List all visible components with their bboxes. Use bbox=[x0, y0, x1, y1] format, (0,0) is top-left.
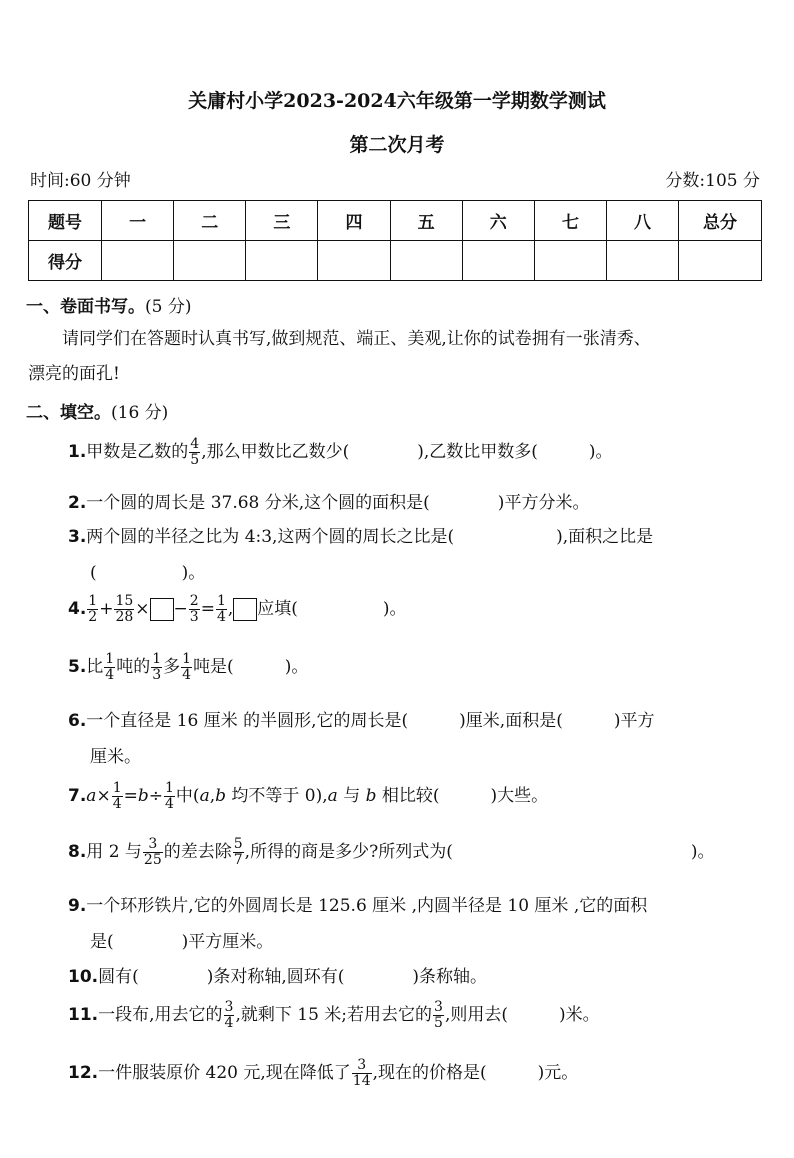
numerator: 5 bbox=[233, 836, 243, 852]
score-header-cell: 七 bbox=[534, 201, 606, 241]
fraction bbox=[112, 781, 123, 812]
question-number: 9. bbox=[68, 896, 87, 916]
minus-sign: − bbox=[173, 599, 188, 619]
score-header-cell: 三 bbox=[246, 201, 318, 241]
question-text: 一件服装原价 420 元,现在降低了 bbox=[98, 1063, 351, 1083]
numerator: 1 bbox=[112, 780, 122, 796]
variable-b: b bbox=[215, 786, 226, 806]
question-number: 8. bbox=[68, 842, 87, 862]
question-number: 6. bbox=[68, 711, 87, 731]
numerator: 1 bbox=[105, 651, 115, 667]
score-header-cell: 六 bbox=[462, 201, 534, 241]
question-3 bbox=[68, 522, 653, 547]
question-3-continuation: ( )。 bbox=[90, 563, 206, 583]
question-text: 圆有( )条对称轴,圆环有( )条称轴。 bbox=[98, 967, 488, 987]
question-10 bbox=[68, 962, 487, 987]
blank-box[interactable] bbox=[233, 598, 257, 621]
exam-title: 关庸村小学2023-2024六年级第一学期数学测试 bbox=[188, 90, 606, 112]
fraction bbox=[189, 437, 200, 468]
question-text: ,就剩下 15 米;若用去它的 bbox=[235, 1005, 433, 1025]
fraction bbox=[216, 594, 227, 625]
question-text: ,则用去( )米。 bbox=[444, 1005, 600, 1025]
question-6 bbox=[68, 706, 654, 731]
denominator: 4 bbox=[224, 1015, 234, 1031]
question-text: 用 2 与 bbox=[86, 842, 142, 862]
variable-a: a bbox=[199, 786, 210, 806]
fraction bbox=[433, 1000, 444, 1031]
question-number: 7. bbox=[68, 786, 87, 806]
question-text: 一个圆的周长是 37.68 分米,这个圆的面积是( )平方分米。 bbox=[86, 493, 590, 513]
score-row-label: 得分 bbox=[29, 241, 102, 281]
variable-b: b bbox=[365, 786, 377, 806]
score-cell[interactable] bbox=[174, 241, 246, 281]
section-1-title: 一、卷面书写。 bbox=[26, 297, 145, 317]
score-cell[interactable] bbox=[390, 241, 462, 281]
question-number: 10. bbox=[68, 967, 99, 987]
question-text: 甲数是乙数的 bbox=[86, 442, 189, 462]
question-2 bbox=[68, 488, 589, 513]
question-12 bbox=[68, 1058, 578, 1089]
numerator: 3 bbox=[143, 837, 163, 853]
question-6-continuation: 厘米。 bbox=[90, 747, 141, 767]
score-header-cell: 题号 bbox=[29, 201, 102, 241]
section-1-line-2: 漂亮的面孔! bbox=[28, 364, 120, 384]
question-1 bbox=[68, 437, 613, 468]
score-cell[interactable] bbox=[462, 241, 534, 281]
question-number: 4. bbox=[68, 599, 87, 619]
question-number: 3. bbox=[68, 527, 87, 547]
denominator: 3 bbox=[152, 667, 162, 683]
denominator: 7 bbox=[233, 852, 243, 868]
denominator: 4 bbox=[112, 796, 122, 812]
fraction bbox=[104, 652, 115, 683]
denominator: 5 bbox=[190, 452, 200, 468]
question-text: ,那么甲数比乙数少( ),乙数比甲数多( )。 bbox=[201, 442, 613, 462]
exam-subtitle: 第二次月考 bbox=[349, 134, 445, 156]
question-4 bbox=[68, 594, 407, 625]
score-cell[interactable] bbox=[246, 241, 318, 281]
question-text: 与 bbox=[337, 786, 366, 806]
question-text: 相比较( )大些。 bbox=[376, 786, 549, 806]
denominator: 4 bbox=[216, 609, 226, 625]
question-text: 一段布,用去它的 bbox=[98, 1005, 223, 1025]
section-2-points: (16 分) bbox=[111, 403, 169, 423]
numerator: 1 bbox=[88, 593, 98, 609]
numerator: 1 bbox=[165, 780, 174, 796]
question-text: ,现在的价格是( )元。 bbox=[372, 1063, 579, 1083]
score-table-header-row bbox=[29, 201, 762, 241]
question-11 bbox=[68, 1000, 600, 1031]
score-cell[interactable] bbox=[318, 241, 390, 281]
section-1-heading bbox=[26, 292, 191, 317]
variable-b: b bbox=[137, 786, 149, 806]
equals-sign: = bbox=[200, 599, 215, 619]
score-table bbox=[28, 200, 762, 281]
question-text: , bbox=[209, 786, 216, 806]
score-cell[interactable] bbox=[679, 241, 762, 281]
denominator: 5 bbox=[434, 1015, 443, 1031]
question-5 bbox=[68, 652, 308, 683]
variable-a: a bbox=[86, 786, 97, 806]
question-text: 均不等于 0), bbox=[226, 786, 328, 806]
fraction bbox=[224, 1000, 235, 1031]
score-cell[interactable] bbox=[102, 241, 174, 281]
score-header-cell: 二 bbox=[174, 201, 246, 241]
fraction bbox=[352, 1058, 372, 1089]
numerator: 1 bbox=[216, 593, 226, 609]
section-2-title: 二、填空。 bbox=[26, 403, 111, 423]
fraction bbox=[233, 837, 244, 868]
score-header-cell: 总分 bbox=[679, 201, 762, 241]
score-header-cell: 八 bbox=[606, 201, 678, 241]
question-text: 一个直径是 16 厘米 的半圆形,它的周长是( )厘米,面积是( )平方 bbox=[86, 711, 655, 731]
fraction bbox=[87, 594, 98, 625]
denominator: 4 bbox=[165, 796, 174, 812]
times-sign: × bbox=[135, 599, 150, 619]
fraction bbox=[164, 781, 175, 812]
score-header-cell: 一 bbox=[102, 201, 174, 241]
score-header-cell: 四 bbox=[318, 201, 390, 241]
times-sign: × bbox=[96, 786, 111, 806]
denominator: 25 bbox=[143, 852, 162, 868]
numerator: 4 bbox=[190, 436, 200, 452]
fraction bbox=[151, 652, 162, 683]
denominator: 2 bbox=[88, 609, 98, 625]
question-text: 多 bbox=[163, 657, 181, 677]
question-number: 2. bbox=[68, 493, 87, 513]
numerator: 1 bbox=[182, 651, 192, 667]
question-text: 吨的 bbox=[116, 657, 151, 677]
divide-sign: ÷ bbox=[148, 786, 163, 806]
plus-sign: + bbox=[99, 599, 114, 619]
question-text: ,所得的商是多少?所列式为( )。 bbox=[244, 842, 715, 862]
denominator: 3 bbox=[189, 609, 199, 625]
denominator: 14 bbox=[352, 1073, 371, 1089]
exam-total-score: 分数:105 分 bbox=[665, 171, 760, 191]
section-1-line-1: 请同学们在答题时认真书写,做到规范、端正、美观,让你的试卷拥有一张清秀、 bbox=[62, 329, 651, 349]
question-9 bbox=[68, 891, 647, 916]
question-text: 一个环形铁片,它的外圆周长是 125.6 厘米 ,内圆半径是 10 厘米 ,它的面积 bbox=[86, 896, 648, 916]
blank-box[interactable] bbox=[150, 598, 174, 621]
comma: , bbox=[227, 599, 234, 619]
fraction bbox=[181, 652, 192, 683]
question-9-continuation: 是( )平方厘米。 bbox=[90, 932, 274, 952]
score-cell[interactable] bbox=[606, 241, 678, 281]
question-number: 12. bbox=[68, 1063, 99, 1083]
section-2-heading bbox=[26, 398, 168, 423]
exam-time: 时间:60 分钟 bbox=[30, 171, 131, 191]
denominator: 4 bbox=[182, 667, 192, 683]
question-text: 应填( )。 bbox=[257, 599, 407, 619]
section-1-points: (5 分) bbox=[145, 297, 192, 317]
fraction bbox=[114, 594, 134, 625]
question-number: 5. bbox=[68, 657, 87, 677]
question-number: 11. bbox=[68, 1005, 99, 1025]
question-text: 的差去除 bbox=[163, 842, 232, 862]
score-cell[interactable] bbox=[534, 241, 606, 281]
numerator: 3 bbox=[224, 999, 234, 1015]
numerator: 1 bbox=[152, 651, 162, 667]
fraction bbox=[189, 594, 200, 625]
fraction bbox=[143, 837, 163, 868]
numerator: 2 bbox=[189, 593, 199, 609]
equals-sign: = bbox=[123, 786, 138, 806]
question-text: 吨是( )。 bbox=[193, 657, 309, 677]
question-8 bbox=[68, 837, 714, 868]
numerator: 15 bbox=[115, 593, 134, 609]
variable-a: a bbox=[327, 786, 338, 806]
question-text: 两个圆的半径之比为 4:3,这两个圆的周长之比是( ),面积之比是 bbox=[86, 527, 654, 547]
numerator: 3 bbox=[352, 1058, 372, 1074]
question-number: 1. bbox=[68, 442, 87, 462]
denominator: 28 bbox=[115, 609, 134, 625]
score-header-cell: 五 bbox=[390, 201, 462, 241]
question-text: 比 bbox=[86, 657, 104, 677]
question-text: 中( bbox=[175, 786, 200, 806]
denominator: 4 bbox=[105, 667, 115, 683]
question-7 bbox=[68, 781, 548, 812]
score-table-score-row bbox=[29, 241, 762, 281]
numerator: 3 bbox=[434, 999, 443, 1015]
